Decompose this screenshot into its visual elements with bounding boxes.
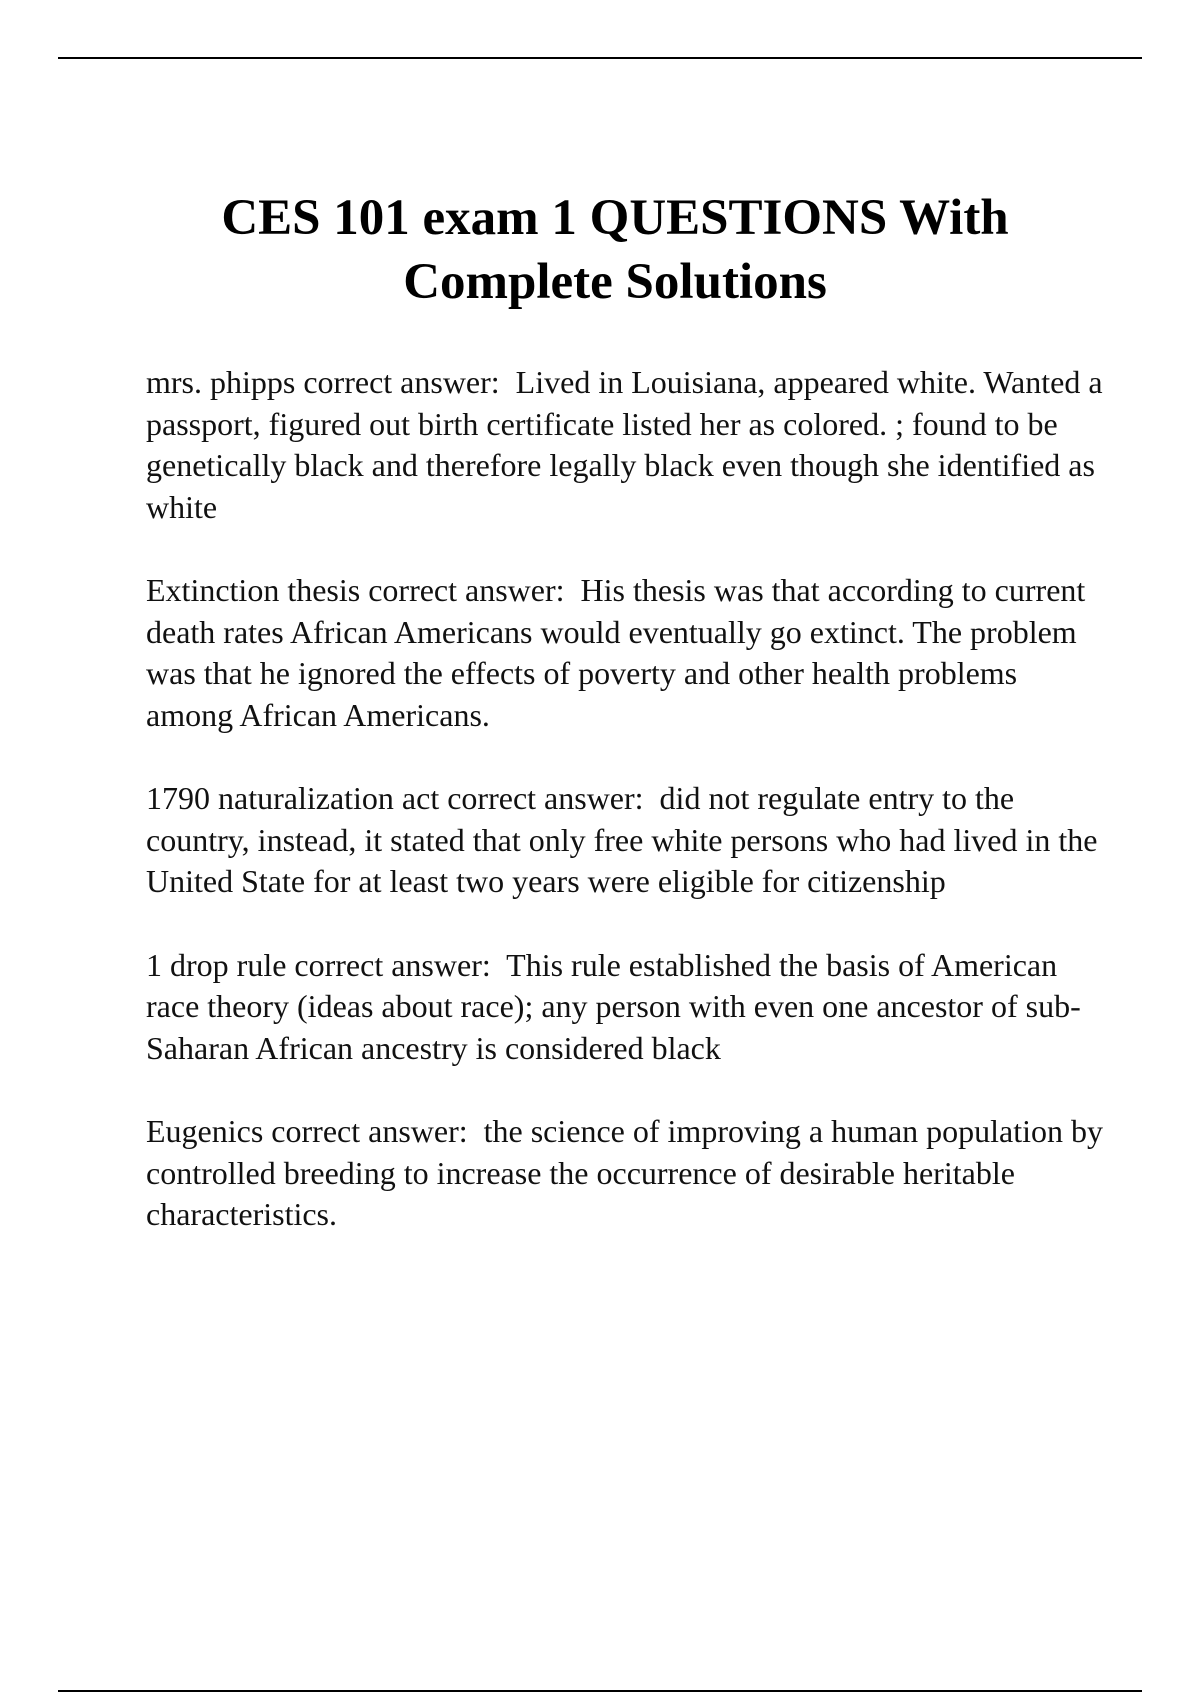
document-body [146, 362, 1106, 1278]
qa-term: mrs. phipps [146, 364, 296, 400]
qa-entry [146, 1111, 1106, 1236]
qa-answer: Lived in Louisiana, appeared white. Wanted a passport, figured out birth certificate listed her as colored. ; found to be genetically black and therefore legally black even though she identified as white [146, 364, 1103, 525]
qa-answer: His thesis was that according to current death rates African Americans would eventually go extinct. The problem was that he ignored the effects of poverty and other health problems among African Americans. [146, 572, 1086, 733]
qa-term: Extinction thesis [146, 572, 361, 608]
qa-label: correct answer: [447, 780, 644, 816]
qa-entry [146, 778, 1106, 903]
qa-term: Eugenics [146, 1113, 264, 1149]
qa-label: correct answer: [294, 946, 491, 983]
qa-term: 1790 naturalization act [146, 780, 440, 816]
qa-answer: the science of improving a human population by controlled breeding to increase the occurrence of desirable heritable characteristics. [146, 1113, 1104, 1232]
qa-label: correct answer: [303, 364, 500, 400]
qa-label: correct answer: [368, 572, 565, 608]
top-rule [58, 57, 1142, 59]
qa-answer: did not regulate entry to the country, instead, it stated that only free white persons who had lived in the United State for at least two years were eligible for citizenship [146, 780, 1098, 899]
qa-term: 1 drop rule [146, 946, 287, 983]
bottom-rule [58, 1690, 1142, 1692]
qa-entry [146, 570, 1106, 736]
qa-answer: This rule established the basis of American race theory (ideas about race); any person with even one ancestor of sub-Saharan African ancestry is considered black [146, 946, 1081, 1066]
qa-entry [146, 362, 1106, 528]
qa-entry [146, 945, 1106, 1070]
qa-label: correct answer: [271, 1113, 468, 1149]
document-title: CES 101 exam 1 QUESTIONS With Complete Solutions [221, 190, 1009, 310]
